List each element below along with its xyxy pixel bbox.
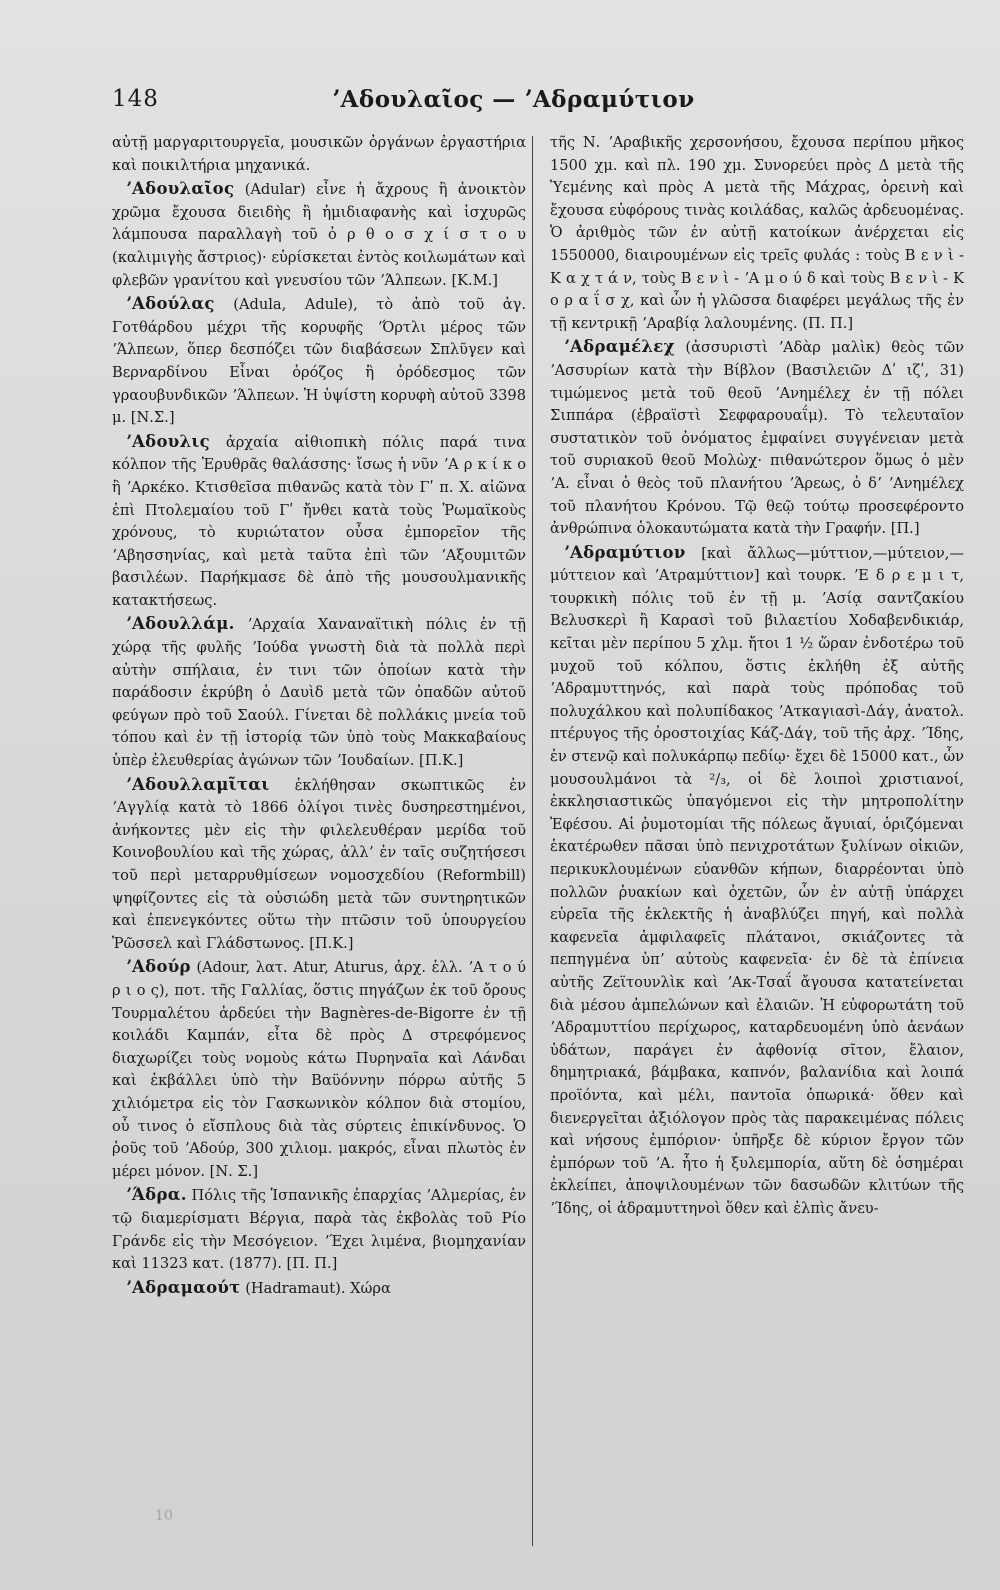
dictionary-entry	[112, 774, 526, 956]
entry-headword: ʼΑδουλαῖος	[126, 179, 235, 199]
left-column	[112, 132, 526, 1552]
entry-text: [καὶ ἄλλως—μύττιον,—μύτειον,— μύττειον καὶ ʼΑτραμύττιον] καὶ τουρκ. ʼΕ δ ρ ε μ ι τ, τουρκικὴ πόλις τοῦ ἐν τῇ μ. ʼΑσίᾳ σαντζακίου Βελυσκερὶ ἢ Καρασὶ τοῦ βιλαετίου Χοδαβενδικιάρ, κεῖται μὲν περίπου 5 χλμ. ἤτοι 1 ½ ὥραν ἐνδοτέρω τοῦ μυχοῦ τοῦ κόλπου, ὅστις ἐκλήθη ἐξ αὐτῆς ʼΑδραμυττηνός, καὶ παρὰ τοὺς πρόποδας τοῦ πολυχάλκου καὶ πολυπίδακος ʼΑτκαγιασὶ-Δάγ, ἀνατολ. πτέρυγος τῆς ὀροστοιχίας Κάζ-Δάγ, τοῦ τῆς ἀρχ. ʼΊδης, ἐν στενῷ καὶ πολυκάρπῳ πεδίῳ· ἔχει δὲ 15000 κατ., ὧν μουσουλμάνοι τὰ ²/₃, οἱ δὲ λοιποὶ χριστιανοί, ἐκκλησιαστικῶς ὑπαγόμενοι εἰς τὴν μητροπολίτην Ἐφέσου. Αἱ ῥυμοτομίαι τῆς πόλεως ἄγυιαί, ὁριζόμεναι ἑκατέρωθεν πᾶσαι ὑπὸ πενιχροτάτων ξυλίνων οἰκιῶν, περικυκλουμένων εὐανθῶν κήπων, διαρρέονται ὑπὸ πολλῶν ῥυακίων καὶ ὀχετῶν, ὧν ἐν αὐτῇ ὑπάρχει εὐρεῖα τῆς ἐκλεκτῆς ἡ ἀναβλύζει πηγή, καὶ πολλὰ καφενεῖα ἀμφιλαφεῖς πλάτανοι, σκιάζοντες τὰ πεπηγμένα ὑπʼ αὐτοὺς καφενεῖα· ἐν δὲ τὰ ἐπίνεια αὐτῆς Ζεϊτουνλὶκ καὶ ʼΑκ-Τσαΐ ἄγουσα κατατείνεται διὰ μέσου ἀμπελώνων καὶ ἐλαιῶν. Ἡ εὐφορωτάτη τοῦ ʼΑδραμυττίου περίχωρος, καταρδευομένη ὑπὸ ἀενάων ὑδάτων, παράγει ἐν ἀφθονίᾳ σῖτον, ἔλαιον, δημητριακά, βάμβακα, καπνόν, βαλανίδια καὶ λοιπά προϊόντα, καὶ μέλι, παντοῖα ὀπωρικά· ὅθεν καὶ διενεργεῖται ἀξιόλογον πρὸς τὰς παρακειμένας πόλεις καὶ νήσους ἐμπόριον· ὑπῆρξε δὲ κύριον ἔργον τῶν ἐμπόρων τοῦ ʼΑ. ἧτο ἡ ξυλεμπορία, αὕτη δὲ ὁσημέραι ἐκλείπει, ἀποψιλουμένων τῶν δασωδῶν κλιτύων τῆς ʼΊδης, οἱ ἀδραμυττηνοὶ ὅθεν καὶ ἐλπὶς ἄνευ-	[550, 544, 964, 1217]
dictionary-entry	[112, 431, 526, 613]
entry-headword: ʼΑδουλλάμ.	[126, 614, 235, 634]
entry-text: (Adour, λατ. Atur, Aturus, ἀρχ. ἑλλ. ʼΑ τ ο ύ ρ ι ο ς), ποτ. τῆς Γαλλίας, ὅστις πηγάζων ἐκ τοῦ ὄρους Τουρμαλέτου ἀρδεύει τὴν Bagnères-de-Bigorre ἐν τῇ κοιλάδι Καμπάν, εἶτα δὲ πρὸς Δ στρεφόμενος διαχωρίζει τοὺς νομοὺς κάτω Πυρηναῖα καὶ Λάνδαι καὶ ἐκβάλλει ὑπὸ τὴν Βαϋόννην πόρρω αὐτῆς 5 χιλιόμετρα εἰς τὸν Γασκωνικὸν κόλπον διὰ στομίου, οὗ τινος ὁ εἴσπλους διὰ τὰς σύρτεις ἐπικίνδυνος. Ὁ ῥοῦς τοῦ ʼΑδούρ, 300 χιλιομ. μακρός, εἶναι πλωτὸς ἐν μέρει μόνον. [Ν. Σ.]	[112, 959, 526, 1180]
entry-text: (ἀσσυριστὶ ʼΑδὰρ μαλὶκ) θεὸς τῶν ʼΑσσυρίων κατὰ τὴν Βίβλον (Βασιλειῶν Δʹ ιζʹ, 31) τιμώμενος μετὰ τοῦ θεοῦ ʼΑνημέλεχ ἐν τῇ πόλει Σιππάρα (ἑβραϊστὶ Σεφφαρουαΐμ). Τὸ τελευταῖον συστατικὸν τοῦ ὀνόματος ἐμφαίνει συγγένειαν μετὰ τοῦ συριακοῦ θεοῦ Μολὼχ· πιθανώτερον ὅμως ὁ μὲν ʼΑ. εἶναι ὁ θεὸς τοῦ πλανήτου ʼΆρεως, ὁ δʼ ʼΑνημέλεχ τοῦ πλανήτου Κρόνου. Τῷ θεῷ τούτῳ προσεφέροντο ἀνθρώπινα ὁλοκαυτώματα κατὰ τὴν Γραφήν. [Π.]	[550, 339, 964, 538]
entry-text: τῆς Ν. ʼΑραβικῆς χερσονήσου, ἔχουσα περίπου μῆκος 1500 χμ. καὶ πλ. 190 χμ. Συνορεύει πρὸς Δ μετὰ τῆς Ὑεμένης καὶ πρὸς Α μετὰ τῆς Μάχρας, ὀρεινὴ καὶ ἔχουσα εὐφόρους τινὰς κοιλάδας, καλῶς ἀρδευομένας. Ὁ ἀριθμὸς τῶν ἐν αὐτῇ κατοίκων ἀνέρχεται εἰς 1550000, διαιρουμένων εἰς τρεῖς φυλάς : τοὺς Β ε ν ὶ - Κ α χ τ ά ν, τοὺς Β ε ν ὶ - ʼΑ μ ο ύ δ καὶ τοὺς Β ε ν ὶ - Κ ο ρ α ΐ σ χ, καὶ ὧν ἡ γλῶσσα διαφέρει μεγάλως τῆς ἐν τῇ κεντρικῇ ʼΑραβίᾳ λαλουμένης. (Π. Π.]	[550, 134, 964, 332]
running-title: ʼΑδουλαῖος — ʼΑδραμύτιον	[332, 86, 695, 113]
dictionary-entry	[112, 178, 526, 292]
entry-headword: ʼΑδραμέλεχ	[564, 337, 675, 357]
entry-headword: ʼΑδουλλαμῖται	[126, 774, 270, 794]
page-header	[112, 86, 972, 120]
page-number: 148	[112, 86, 159, 112]
dictionary-entry	[112, 613, 526, 772]
entry-text: (Adular) εἶνε ἡ ἄχρους ἢ ἀνοικτὸν χρῶμα ἔχουσα διειδὴς ἢ ἡμιδιαφανὴς καὶ ἰσχυρῶς λάμπουσα παραλλαγὴ τοῦ ὀ ρ θ ο σ χ ί σ τ ο υ (καλιμιγὴς ἄστριος)· εὑρίσκεται ἐντὸς κοιλωμάτων καὶ φλεβῶν γρανίτου καὶ γνευσίου τῶν ʼΆλπεων. [Κ.Μ.]	[112, 181, 526, 289]
entry-headword: ʼΑδραμύτιον	[564, 542, 686, 562]
entry-text: αὐτῇ μαργαριτουργεῖα, μουσικῶν ὀργάνων ἐργαστήρια καὶ ποικιλτήρια μηχανικά.	[112, 134, 526, 174]
dictionary-entry	[112, 293, 526, 430]
column-divider	[532, 136, 533, 1546]
entry-text: ἐκλήθησαν σκωπτικῶς ἐν ʼΑγγλίᾳ κατὰ τὸ 1866 ὀλίγοι τινὲς δυσηρεστημένοι, ἀνήκοντες μὲν εἰς τὴν φιλελευθέραν μερίδα τοῦ Κοινοβουλίου καὶ τῆς χώρας, ἀλλʼ ἐν ταῖς συζητήσεσι τοῦ περὶ μεταρρυθμίσεων νομοσχεδίου (Reformbill) ψηφίζοντες εἰς τὰ οὐσιώδη μετὰ τῶν συντηρητικῶν καὶ ἐπενεγκόντες οὕτω τὴν πτῶσιν τοῦ ὑπουργείου Ῥῶσσελ καὶ Γλάδστωνος. [Π.Κ.]	[112, 776, 526, 952]
entry-headword: ʼΑδούρ	[126, 957, 191, 977]
dictionary-entry	[112, 132, 526, 177]
dictionary-entry	[112, 1277, 526, 1301]
dictionary-entry	[550, 132, 964, 335]
dictionary-entry	[550, 336, 964, 540]
entry-headword: ʼΆδρα.	[126, 1185, 187, 1205]
entry-text: Πόλις τῆς Ἱσπανικῆς ἐπαρχίας ʼΑλμερίας, ἐν τῷ διαμερίσματι Βέργια, παρὰ τὰς ἐκβολὰς τοῦ Ρίο Γράνδε εἰς τὴν Μεσόγειον. ʼΈχει λιμένα, βιομηχανίαν καὶ 11323 κατ. (1877). [Π. Π.]	[112, 1187, 526, 1273]
entry-headword: ʼΑδούλας	[126, 294, 215, 314]
entry-text: ʼΑρχαία Χαναναϊτικὴ πόλις ἐν τῇ χώρᾳ τῆς φυλῆς ʼΙούδα γνωστὴ διὰ τὰ πολλὰ περὶ αὐτὴν σπήλαια, ἐν τινι τῶν ὁποίων κατὰ τὴν παράδοσιν ἐκρύβη ὁ Δαυὶδ μετὰ τῶν ὀπαδῶν αὐτοῦ φεύγων πρὸ τοῦ Σαούλ. Γίνεται δὲ πολλάκις μνεία τοῦ τόπου καὶ ἐν τῇ ἱστορίᾳ τῶν ὑπὸ τοὺς Μακκαβαίους ὑπὲρ ἐλευθερίας ἀγώνων τῶν ʼΙουδαίων. [Π.Κ.]	[112, 616, 526, 770]
right-column	[550, 132, 964, 1552]
entry-text: (Adula, Adule), τὸ ἀπὸ τοῦ ἁγ. Γοτθάρδου μέχρι τῆς κορυφῆς ʼΌρτλι μέρος τῶν ʼΆλπεων, ὅπερ δεσπόζει τῶν διαβάσεων Σπλῦγεν καὶ Βερναρδίνου Εἶναι ὀρόζος ἢ ὀρόδεσμος τῶν γραουβυνδικῶν ʼΆλπεων. Ἡ ὑψίστη κορυφὴ αὐτοῦ 3398 μ. [Ν.Σ.]	[112, 296, 526, 427]
entry-text: (Hadramaut). Χώρα	[245, 1279, 391, 1297]
dictionary-entry	[112, 956, 526, 1183]
dictionary-entry	[112, 1184, 526, 1275]
bottom-mark: 10	[155, 1508, 173, 1524]
dictionary-entry	[550, 542, 964, 1221]
entry-headword: ʼΑδραμαούτ	[126, 1277, 241, 1297]
entry-headword: ʼΑδουλις	[126, 431, 211, 451]
entry-text: ἀρχαία αἰθιοπικὴ πόλις παρά τινα κόλπον τῆς Ἐρυθρᾶς θαλάσσης· ἴσως ἡ νῦν ʼΑ ρ κ ί κ ο ἢ ʼΑρκέκο. Κτισθεῖσα πιθανῶς κατὰ τὸν Γʹ π. Χ. αἰῶνα ἐπὶ Πτολεμαίου τοῦ Γʹ ἤνθει κατὰ τοὺς Ῥωμαϊκοὺς χρόνους, τὸ κυριώτατον οὖσα ἐμπορεῖον τῆς ʼΑβησσηνίας, καὶ μετὰ ταῦτα ἐπὶ τῶν ʼΑξουμιτῶν βασιλέων. Παρήκμασε δὲ ἀπὸ τῆς μουσουλμανικῆς κατακτήσεως.	[112, 433, 526, 609]
